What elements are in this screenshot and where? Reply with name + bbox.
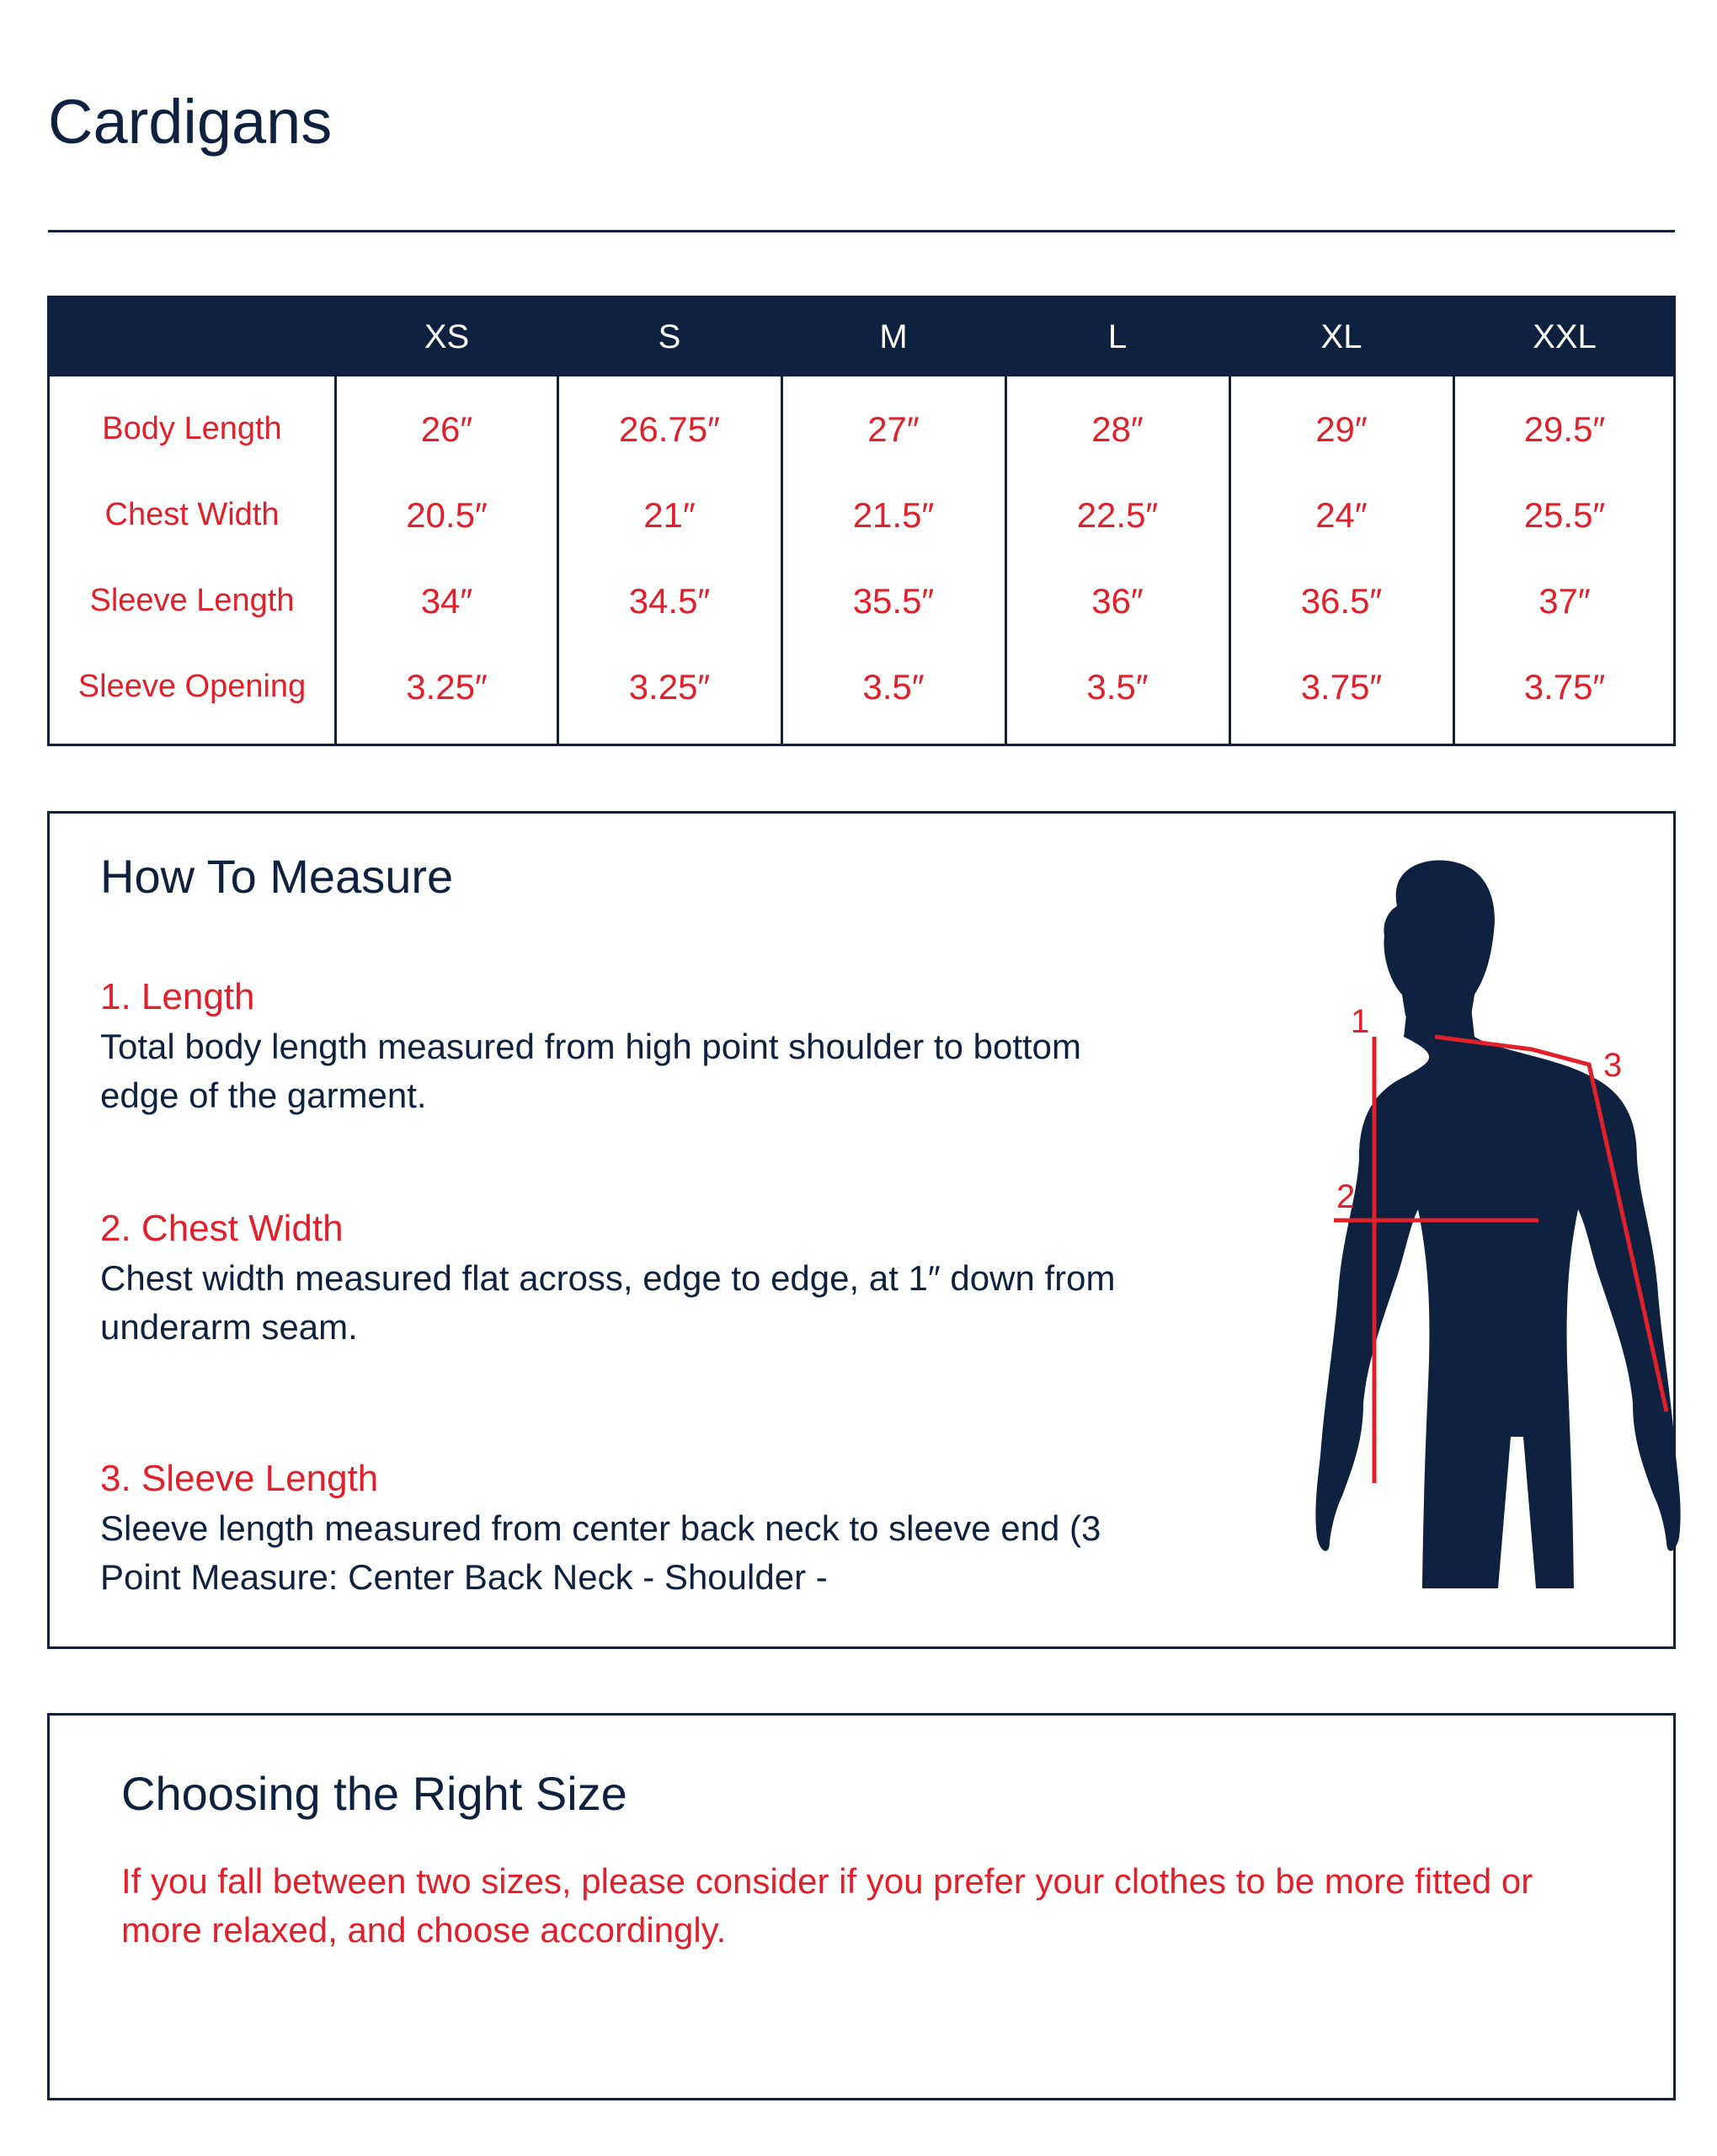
table-cell: 3.5″ (862, 667, 925, 707)
table-cell: 34.5″ (628, 581, 711, 621)
size-header-s: S (658, 318, 681, 355)
section-title: Choosing the Right Size (121, 1767, 627, 1820)
choosing-size-section (47, 1713, 1676, 2100)
table-cell: 3.25″ (628, 667, 711, 707)
table-cell: 28″ (1091, 409, 1144, 449)
row-label-sleeve-opening: Sleeve Opening (77, 669, 307, 704)
step-text-length: Total body length measured from high point shoulder to bottom edge of the garment. (100, 1027, 1082, 1115)
section-title: How To Measure (100, 850, 454, 903)
size-header-xs: XS (424, 318, 470, 355)
table-cell: 29″ (1315, 409, 1368, 449)
figure-label-1: 1 (1351, 1003, 1370, 1040)
table-cell: 29.5″ (1523, 409, 1606, 449)
figure-label-2: 2 (1336, 1178, 1356, 1215)
row-label-sleeve-length: Sleeve Length (89, 583, 295, 618)
table-cell: 24″ (1315, 495, 1368, 535)
table-cell: 25.5″ (1523, 495, 1606, 535)
choosing-size-text: If you fall between two sizes, please consider if you prefer your clothes to be more fitted or more relaxed, and choose accordingly. (121, 1861, 1533, 1950)
step-text-sleeve-length: Sleeve length measured from center back neck to sleeve end (3 Point Measure: Center Back Neck - Shoulder - (100, 1508, 1101, 1597)
table-cell: 36″ (1091, 581, 1144, 621)
size-header-xxl: XXL (1533, 318, 1597, 355)
table-cell: 21″ (643, 495, 696, 535)
table-cell: 21.5″ (852, 495, 935, 535)
figure-label-3: 3 (1603, 1047, 1623, 1084)
table-cell: 26.75″ (619, 409, 720, 449)
page-title: Cardigans (48, 87, 333, 157)
row-label-body-length: Body Length (102, 411, 282, 446)
table-cell: 36.5″ (1300, 581, 1383, 621)
table-cell: 20.5″ (406, 495, 488, 535)
table-cell: 3.25″ (406, 667, 488, 707)
table-cell: 26″ (420, 409, 473, 449)
table-cell: 3.75″ (1300, 667, 1383, 707)
size-header-xl: XL (1320, 318, 1362, 355)
how-to-measure-section (47, 811, 1676, 1649)
step-heading-sleeve-length: 3. Sleeve Length (100, 1458, 379, 1499)
table-cell: 22.5″ (1076, 495, 1159, 535)
size-header-m: M (879, 318, 908, 355)
table-cell: 3.75″ (1523, 667, 1606, 707)
table-cell: 34″ (420, 581, 473, 621)
step-heading-chest-width: 2. Chest Width (100, 1208, 344, 1249)
table-cell: 3.5″ (1086, 667, 1149, 707)
table-cell: 35.5″ (852, 581, 935, 621)
size-chart-table (47, 296, 1676, 746)
size-header-row (50, 298, 1673, 376)
row-label-chest-width: Chest Width (104, 497, 280, 532)
step-heading-length: 1. Length (100, 976, 255, 1017)
title-divider (48, 230, 1675, 232)
table-cell: 37″ (1538, 581, 1591, 621)
body-silhouette-figure (1161, 856, 1683, 1588)
step-text-chest-width: Chest width measured flat across, edge to edge, at 1″ down from underarm seam. (100, 1258, 1116, 1347)
table-cell: 27″ (867, 409, 920, 449)
size-header-l: L (1107, 318, 1128, 355)
